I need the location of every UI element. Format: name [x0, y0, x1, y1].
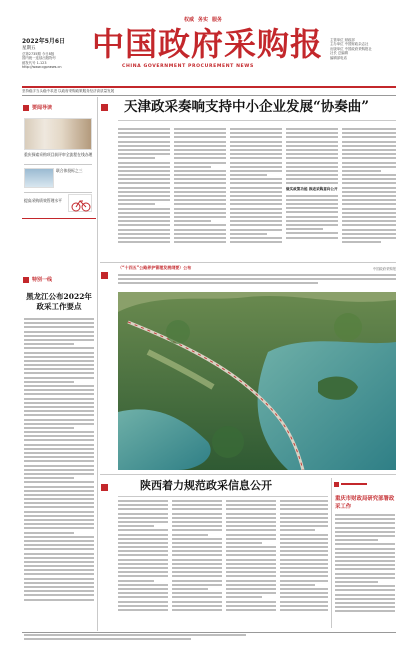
right-info-3: 出版单位 中国政府采购报社	[330, 46, 372, 51]
lake-road-image	[118, 292, 396, 470]
left-section-header-2	[23, 276, 52, 283]
teaser-text-3[interactable]: 提高采购绩效管理水平	[24, 198, 62, 203]
photo-source: 中国政府采购报	[372, 266, 396, 271]
main-article-col-4	[286, 128, 338, 260]
left-section-2-title: 特别一线	[32, 277, 53, 283]
top-tags	[184, 16, 222, 23]
bottom-side-marker	[101, 484, 108, 491]
section-marker-icon	[23, 277, 29, 283]
masthead-title: 中国政府采购报	[92, 25, 324, 63]
header-right-info	[330, 38, 400, 60]
website-link[interactable]: http://www.cgpnews.cn	[22, 65, 62, 70]
main-article-col-1	[118, 128, 170, 260]
bottom-article-col-2	[172, 500, 222, 628]
footer-rule	[22, 632, 396, 633]
bottom-article-col-3	[226, 500, 276, 628]
main-article-col-3	[230, 128, 282, 260]
left-section-divider	[22, 218, 96, 219]
tag-2: 务实	[198, 17, 209, 23]
photo-top-rule	[100, 262, 396, 263]
issue-date: 2022年5月6日	[22, 38, 66, 45]
issue-line-3: 邮发代号 1-123	[22, 60, 47, 65]
issue-weekday: 星期五	[22, 46, 36, 51]
main-side-marker	[101, 104, 108, 111]
left-column-divider	[97, 97, 98, 631]
bottom-headline-rule	[118, 496, 328, 497]
main-article-col-5	[342, 128, 396, 260]
bottom-headline[interactable]: 陕西着力规范政采信息公开	[140, 479, 272, 492]
teaser-divider-2	[24, 192, 92, 193]
issue-line-2: 国内统一连续出版物号	[22, 56, 56, 61]
photo-caption-bar	[118, 264, 396, 272]
teaser-text-2[interactable]: 联合体投标之三	[56, 168, 83, 173]
landscape-photo[interactable]	[118, 292, 396, 470]
left-article-body	[24, 318, 94, 628]
right-box-tag-bar	[341, 483, 367, 485]
right-info-2: 主办单位 中国财政杂志社	[330, 42, 369, 47]
main-headline-rule	[118, 120, 396, 121]
left-section-1-title: 要闻导读	[32, 105, 53, 111]
photo-side-marker	[101, 272, 108, 279]
right-box-divider	[331, 478, 332, 628]
teaser-divider-1	[24, 164, 92, 165]
right-info-5: 编辑部电话	[330, 55, 347, 60]
main-headline[interactable]: 天津政采奏响支持中小企业发展“协奏曲”	[124, 99, 370, 115]
header-left-info	[22, 38, 92, 70]
photo-intro-text	[118, 274, 396, 290]
teaser-thumb-2[interactable]	[24, 168, 54, 188]
issue-line-1: 总第2735期 今日8版	[22, 52, 55, 56]
left-article-title[interactable]: 黑龙江公布2022年政采工作要点	[26, 292, 92, 311]
section-marker-icon	[334, 482, 339, 487]
bottom-article-col-4	[280, 500, 328, 628]
masthead-english: CHINA GOVERNMENT PROCUREMENT NEWS	[122, 64, 254, 69]
teaser-text-1[interactable]: 重庆探索采购项目前评审全流程在线办理	[24, 152, 93, 157]
main-article-col-2	[174, 128, 226, 260]
bicycle-icon	[69, 195, 93, 213]
right-box-body	[335, 514, 395, 628]
ticker-rule	[22, 95, 396, 96]
ticker-text: 坚持稳字当头稳中求进 以政府采购政策服务经济高质量发展	[22, 88, 115, 93]
photo-bottom-rule	[100, 474, 396, 475]
footer-info	[24, 634, 394, 644]
tag-3: 服务	[212, 17, 223, 23]
section-marker-icon	[23, 105, 29, 111]
photo-caption: （“十四五”公路养护管理发展纲要）公布	[118, 265, 192, 270]
ticker-bar	[22, 88, 396, 94]
bottom-article-col-1	[118, 500, 168, 628]
left-section-header-1	[23, 104, 52, 111]
teaser-thumb-1[interactable]	[24, 118, 92, 150]
right-info-1: 主管单位 财政部	[330, 38, 355, 42]
tag-1: 权威	[184, 17, 195, 23]
right-box-title[interactable]: 重庆市财政局研究部署政采工作	[335, 496, 395, 510]
right-info-4: 社长 总编辑	[330, 51, 349, 56]
main-subhead: 做实政策功能 推进采购意向公开	[286, 186, 338, 191]
right-box-marker	[334, 481, 368, 487]
teaser-thumb-3[interactable]	[68, 194, 92, 212]
